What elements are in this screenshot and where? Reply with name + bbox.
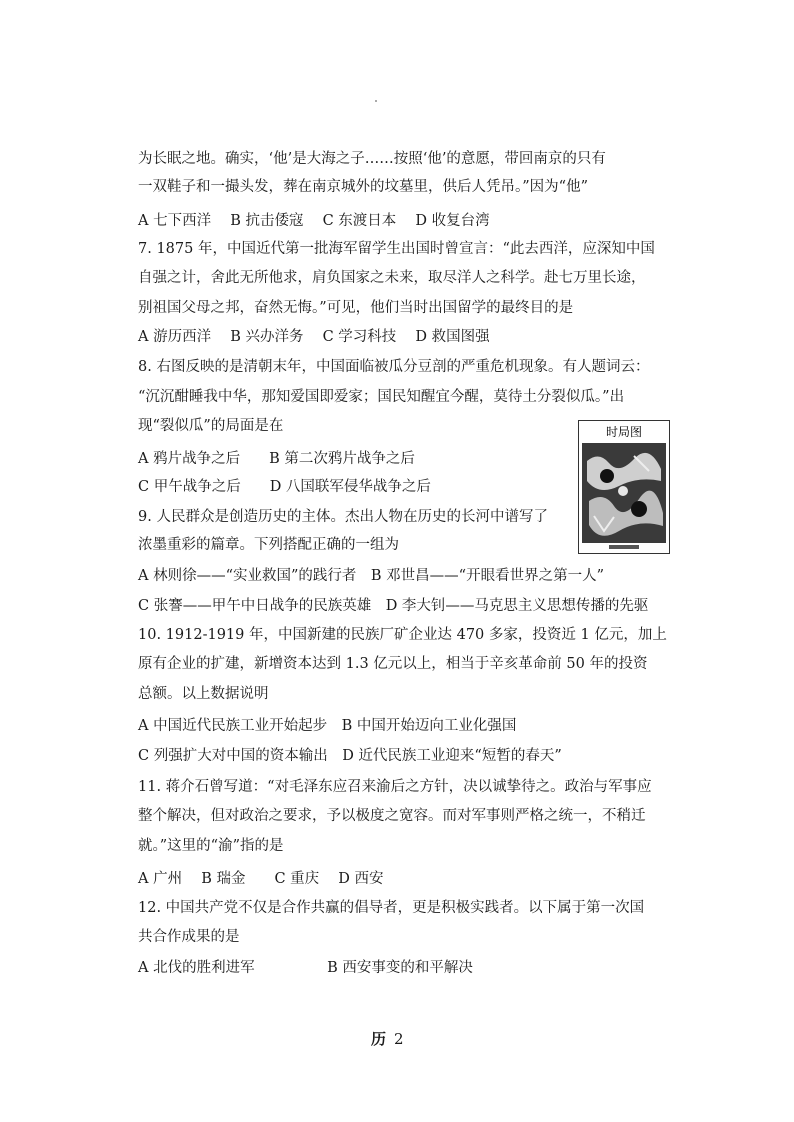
text-line: A 中国近代民族工业开始起步 B 中国开始迈向工业化强国 (138, 718, 517, 734)
page-footer (371, 1028, 404, 1049)
text-line: 现“裂似瓜”的局面是在 (138, 418, 284, 434)
text-line: 总额。以上数据说明 (138, 686, 269, 702)
text-line: 整个解决，但对政治之要求，予以极度之宽容。而对军事则严格之统一，不稍迁 (138, 808, 646, 824)
text-line: A 广州 B 瑞金 C 重庆 D 西安 (138, 871, 384, 887)
subject-label: 历 (371, 1030, 387, 1048)
text-line: 浓墨重彩的篇章。下列搭配正确的一组为 (138, 537, 399, 553)
text-line: 一双鞋子和一撮头发，葬在南京城外的坟墓里，供后人凭吊。”因为“他” (138, 179, 588, 195)
text-line: C 张謇——甲午中日战争的民族英雄 D 李大钊——马克思主义思想传播的先驱 (138, 598, 649, 614)
cartoon-title: 时局图 (605, 425, 643, 439)
text-line: 别祖国父母之邦，奋然无悔。”可见，他们当时出国留学的最终目的是 (138, 300, 574, 316)
text-line: 原有企业的扩建，新增资本达到 1.3 亿元以上，相当于辛亥革命前 50 年的投资 (138, 656, 648, 672)
text-line: C 列强扩大对中国的资本输出 D 近代民族工业迎来“短暂的春天” (138, 748, 562, 764)
text-line: A 游历西洋 B 兴办洋务 C 学习科技 D 救国图强 (138, 329, 490, 345)
text-line: 12. 中国共产党不仅是合作共赢的倡导者，更是积极实践者。以下属于第一次国 (138, 900, 645, 916)
text-line: A 七下西洋 B 抗击倭寇 C 东渡日本 D 收复台湾 (138, 213, 490, 229)
text-line: C 甲午战争之后 D 八国联军侵华战争之后 (138, 479, 431, 495)
text-line: 9. 人民群众是创造历史的主体。杰出人物在历史的长河中谱写了 (138, 509, 548, 525)
cartoon-image (578, 420, 670, 554)
text-line: A 鸦片战争之后 B 第二次鸦片战争之后 (138, 451, 415, 467)
text-line: 自强之计，舍此无所他求，肩负国家之未来，取尽洋人之科学。赴七万里长途， (138, 270, 646, 286)
text-line: “沉沉酣睡我中华，那知爱国即爱家；国民知醒宜今醒，莫待土分裂似瓜。”出 (138, 389, 625, 405)
text-line: 就。”这里的“渝”指的是 (138, 838, 284, 854)
text-line: 为长眠之地。确实，‘他’是大海之子……按照‘他’的意愿，带回南京的只有 (138, 151, 606, 167)
cartoon-illustration (579, 421, 669, 553)
text-line: A 北伐的胜利进军 B 西安事变的和平解决 (138, 960, 473, 976)
text-line: 11. 蒋介石曾写道：“对毛泽东应召来渝后之方针，决以诚挚待之。政治与军事应 (138, 779, 652, 795)
text-line: 8. 右图反映的是清朝末年，中国面临被瓜分豆剖的严重危机现象。有人题词云： (138, 359, 650, 375)
text-line: A 林则徐——“实业救国”的践行者 B 邓世昌——“开眼看世界之第一人” (138, 568, 604, 584)
text-line: 10. 1912-1919 年，中国新建的民族厂矿企业达 470 多家，投资近 1 亿元，加上 (138, 627, 667, 643)
text-line: 7. 1875 年，中国近代第一批海军留学生出国时曾宣言：“此去西洋，应深知中国 (138, 241, 655, 257)
page-number: 2 (394, 1030, 404, 1048)
text-line: 共合作成果的是 (138, 929, 240, 945)
scan-speck (375, 100, 377, 102)
